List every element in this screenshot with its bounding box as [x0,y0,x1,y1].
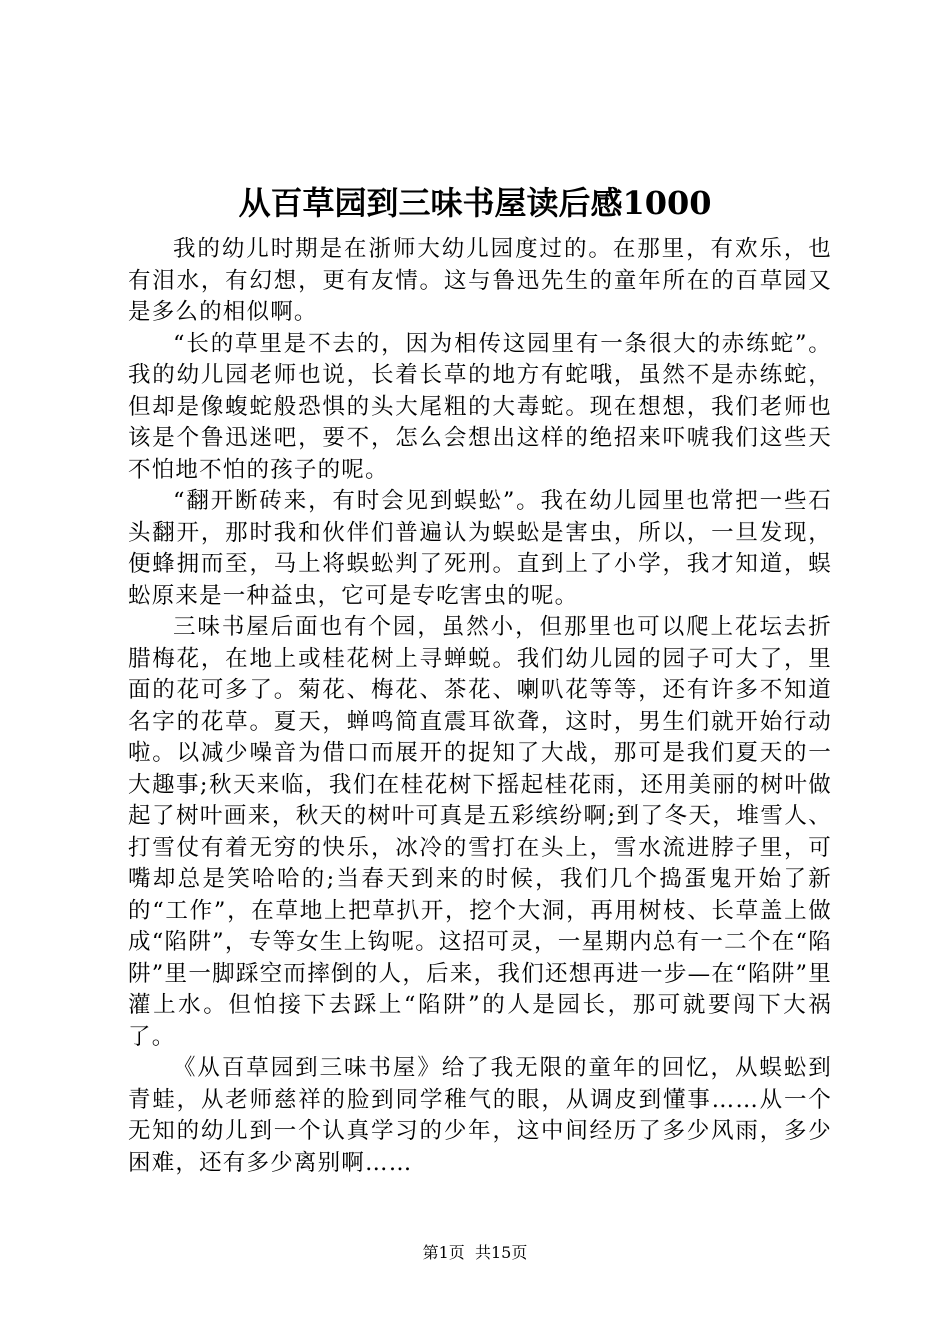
paragraph-3: “翻开断砖来，有时会见到蜈蚣”。我在幼儿园里也常把一些石头翻开，那时我和伙伴们普遍认为蜈蚣是害虫，所以，一旦发现，便蜂拥而至，马上将蜈蚣判了死刑。直到上了小学，我才知道，蜈蚣原来是一种益虫，它可是专吃害虫的呢。 [128,488,832,609]
footer-separator [465,1243,475,1262]
page-footer [0,1242,950,1264]
paragraph-1: 我的幼儿时期是在浙师大幼儿园度过的。在那里，有欢乐，也有泪水，有幻想，更有友情。这与鲁迅先生的童年所在的百草园又是多么的相似啊。 [128,236,832,325]
page-total: 共15页 [474,1243,528,1262]
paragraph-5: 《从百草园到三味书屋》给了我无限的童年的回忆，从蜈蚣到青蛙，从老师慈祥的脸到同学稚气的眼，从调皮到懂事……从一个无知的幼儿到一个认真学习的少年，这中间经历了多少风雨，多少困难，还有多少离别啊…… [128,1055,832,1176]
paragraph-2: “长的草里是不去的，因为相传这园里有一条很大的赤练蛇”。我的幼儿园老师也说，长着长草的地方有蛇哦，虽然不是赤练蛇，但却是像蝮蛇般恐惧的头大尾粗的大毒蛇。现在想想，我们老师也该是个鲁迅迷吧，要不，怎么会想出这样的绝招来吓唬我们这些天不怕地不怕的孩子的呢。 [128,330,832,483]
document-body [128,234,832,1179]
document-title: 从百草园到三味书屋读后感1000 [238,184,712,222]
page-number: 第1页 [422,1243,465,1262]
paragraph-4: 三味书屋后面也有个园，虽然小，但那里也可以爬上花坛去折腊梅花，在地上或桂花树上寻蝉蜕。我们幼儿园的园子可大了，里面的花可多了。菊花、梅花、茶花、喇叭花等等，还有许多不知道名字的花草。夏天，蝉鸣简直震耳欲聋，这时，男生们就开始行动啦。以减少噪音为借口而展开的捉知了大战，那可是我们夏天的一大趣事;秋天来临，我们在桂花树下摇起桂花雨，还用美丽的树叶做起了树叶画来，秋天的树叶可真是五彩缤纷啊;到了冬天，堆雪人、打雪仗有着无穷的快乐，冰冷的雪打在头上，雪水流进脖子里，可嘴却总是笑哈哈的;当春天到来的时候，我们几个捣蛋鬼开始了新的“工作”，在草地上把草扒开，挖个大洞，再用树枝、长草盖上做成“陷阱”，专等女生上钩呢。这招可灵，一星期内总有一二个在“陷阱”里一脚踩空而摔倒的人，后来，我们还想再进一步—在“陷阱”里灌上水。但怕接下去踩上“陷阱”的人是园长，那可就要闯下大祸了。 [128,614,832,1050]
